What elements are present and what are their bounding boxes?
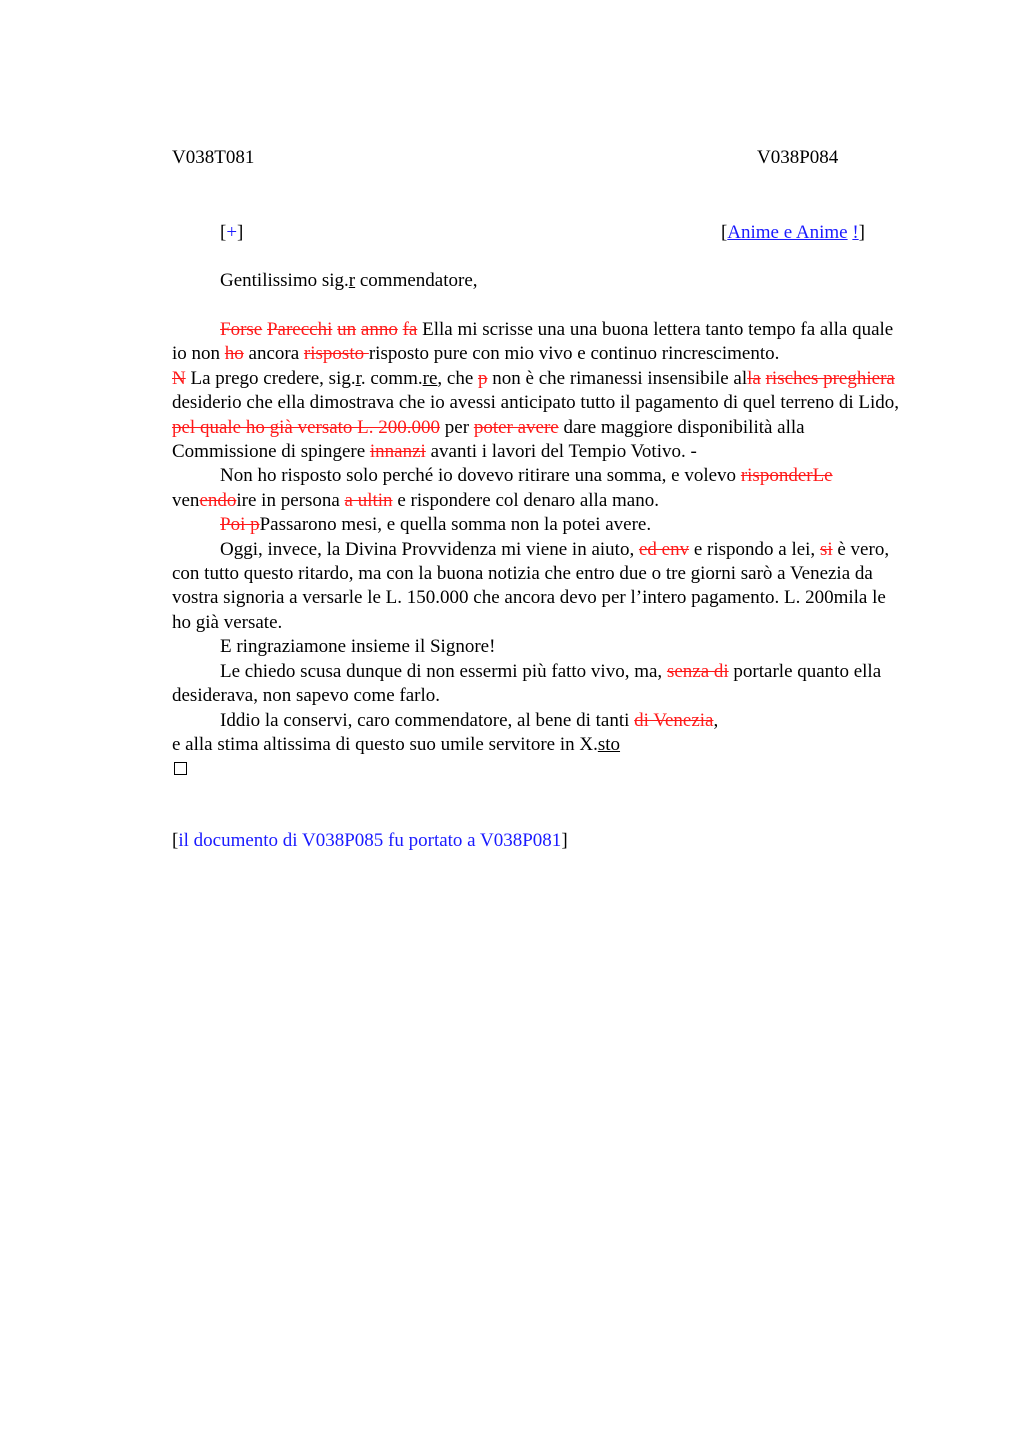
text-run: ven <box>172 489 200 511</box>
paragraph-6 <box>172 635 907 659</box>
expand-link[interactable]: + <box>226 222 238 243</box>
exclamation-link[interactable]: ! <box>852 222 859 243</box>
text-run: dare maggiore disponibilità alla Commissione di spingere <box>172 416 805 463</box>
deleted-text: innanzi <box>369 441 426 463</box>
paragraph-8 <box>172 709 907 733</box>
salutation-abbrev: r <box>348 270 356 291</box>
document-code-left: V038T081 <box>172 147 255 168</box>
text-run: e rispondo a lei, <box>689 538 820 560</box>
deleted-text: pel quale ho già versato L. 200.000 <box>172 416 441 438</box>
deleted-text: fa <box>402 319 418 340</box>
deleted-text: Forse <box>220 319 263 340</box>
text-run: ancora <box>243 343 304 365</box>
nav-right-group <box>721 220 865 246</box>
deleted-text: la <box>747 367 761 389</box>
text-run: è vero, con tutto questo ritardo, ma con la buona notizia che entro due o tre giorni sarò a Venezia da vostra signoria a versarle le L. 150.000 che ancora devo per l’intero pagamento. L. 200mila le ho già versate. <box>172 538 890 633</box>
footnote-text: il documento di V038P085 fu portato a V038P081 <box>178 830 562 851</box>
deleted-text: ed env <box>638 538 690 560</box>
salutation-text-end: commendatore, <box>355 270 478 291</box>
paragraph-2 <box>172 367 907 465</box>
deleted-text: di Venezia <box>634 709 714 731</box>
text-run: risposto pure con mio vivo e continuo rincrescimento. <box>368 343 780 365</box>
text-run: portarle quanto ella desiderava, non sapevo come farlo. <box>172 660 882 707</box>
text-run: Iddio la conservi, caro commendatore, al bene di tanti <box>220 709 635 731</box>
salutation <box>220 269 478 293</box>
letter-body <box>172 318 907 782</box>
paragraph-5 <box>172 538 907 636</box>
deleted-text: risposto <box>303 343 369 365</box>
deleted-text: endo <box>199 489 237 511</box>
anime-e-anime-link[interactable]: Anime e Anime <box>727 222 848 243</box>
deleted-text: si <box>819 538 833 560</box>
text-run: e rispondere col denaro alla mano. <box>392 489 659 511</box>
text-run: , che <box>437 367 479 389</box>
deleted-text: ho <box>224 343 244 365</box>
deleted-text: anno <box>360 319 398 340</box>
deleted-text: Poi p <box>220 514 260 536</box>
text-run: , <box>713 709 719 731</box>
bracket-close: ] <box>858 222 865 243</box>
text-run: per <box>440 416 474 438</box>
text-run: Ella mi scrisse una una buona lettera tanto tempo fa alla quale io non <box>172 319 894 365</box>
text-run: non è che rimanessi insensibile al <box>487 367 748 389</box>
underlined-abbrev: r <box>355 367 361 389</box>
bracket-open: [ <box>220 222 227 243</box>
bracket-close: ] <box>237 222 244 243</box>
paragraph-1 <box>172 318 907 367</box>
underlined-abbrev: re <box>422 367 438 389</box>
deleted-text: a ultin <box>344 489 393 511</box>
text-run: Le chiedo scusa dunque di non essermi più fatto vivo, ma, <box>220 660 667 682</box>
paragraph-7 <box>172 660 907 709</box>
checkbox-line <box>172 757 907 781</box>
navigation-row <box>220 220 865 246</box>
text-run: E ringraziamone insieme il Signore! <box>220 636 496 658</box>
text-run: desiderio che ella dimostrava che io avessi anticipato tutto il pagamento di quel terreno di Lido, <box>172 392 900 414</box>
text-run: avanti i lavori del Tempio Votivo. - <box>425 441 697 463</box>
salutation-text: Gentilissimo sig. <box>220 270 349 291</box>
bracket-open: [ <box>172 830 179 851</box>
text-run: Non ho risposto solo perché io dovevo ritirare una somma, e volevo <box>220 465 741 487</box>
deleted-text: p <box>478 367 488 389</box>
footnote <box>172 829 568 853</box>
deleted-text: Parecchi <box>266 319 333 340</box>
bracket-open: [ <box>720 222 728 243</box>
text-run: La prego credere, sig. <box>185 367 356 389</box>
paragraph-3 <box>172 464 907 513</box>
text-run: . comm. <box>360 367 423 389</box>
closing-line <box>172 733 907 757</box>
text-run: Oggi, invece, la Divina Provvidenza mi viene in aiuto, <box>220 538 639 560</box>
text-run: e alla stima altissima di questo suo umile servitore in X. <box>172 733 598 755</box>
deleted-text: risches preghiera <box>765 367 895 389</box>
deleted-text: poter avere <box>473 416 559 438</box>
deleted-text: un <box>337 319 357 340</box>
checkbox-square-icon <box>174 762 187 775</box>
deleted-text: senza di <box>666 660 729 682</box>
deleted-text: risponderLe <box>740 465 833 487</box>
nav-left-group <box>220 220 243 246</box>
deleted-text: N <box>172 367 186 389</box>
text-run: ire in persona <box>236 489 345 511</box>
underlined-abbrev: sto <box>597 733 621 755</box>
bracket-close: ] <box>561 830 568 851</box>
paragraph-4 <box>172 513 907 537</box>
text-run: Passarono mesi, e quella somma non la potei avere. <box>259 514 652 536</box>
document-code-right: V038P084 <box>757 147 839 168</box>
